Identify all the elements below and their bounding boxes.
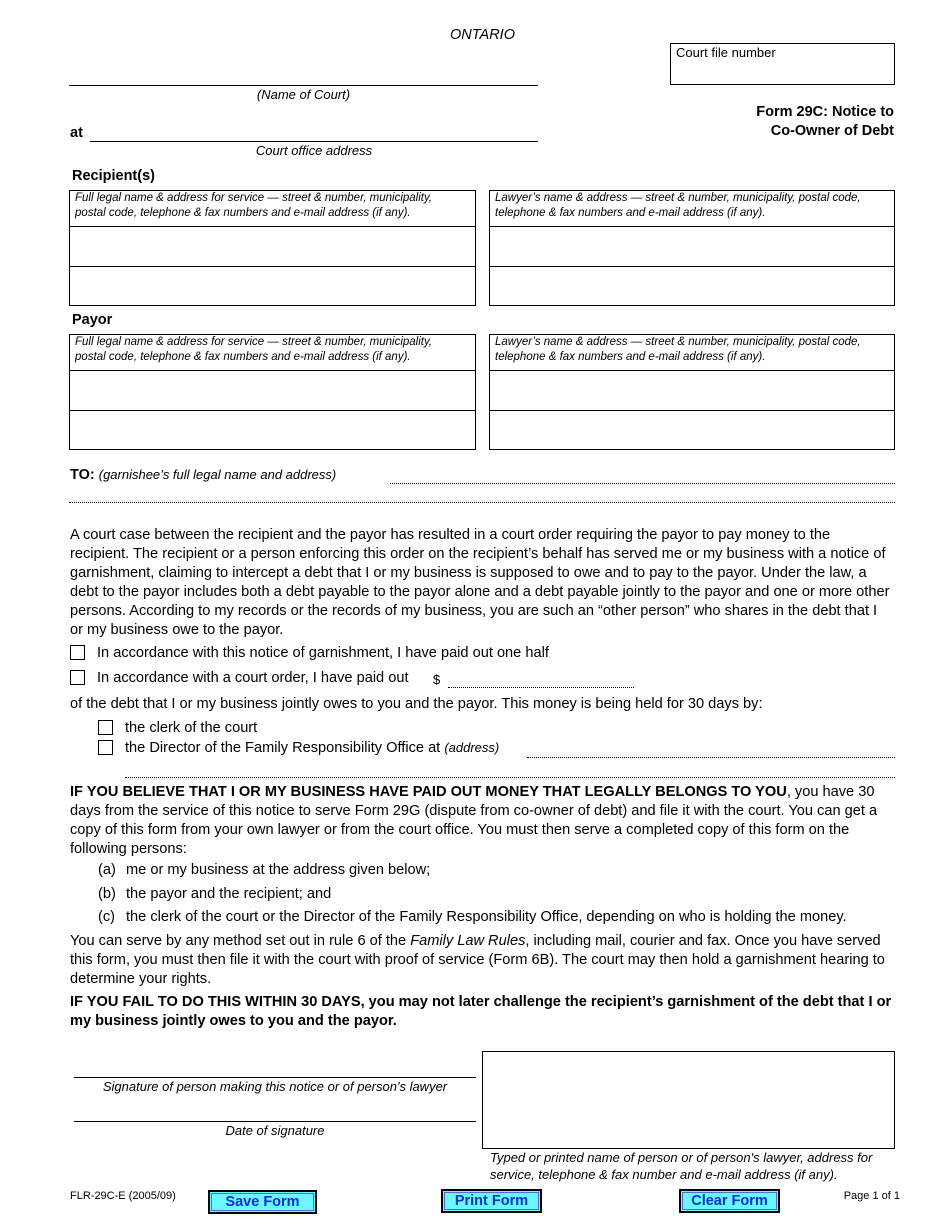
name-of-court-line[interactable] xyxy=(69,85,538,86)
list-item xyxy=(98,909,847,925)
list-item xyxy=(98,886,331,902)
list-item xyxy=(98,862,430,878)
serve-pre: You can serve by any method set out in rule 6 of the xyxy=(70,933,411,949)
list-marker: (a) xyxy=(98,862,116,878)
payor-party-divider-1 xyxy=(70,370,475,371)
payor-heading: Payor xyxy=(72,312,113,328)
paid-court-order-checkbox[interactable] xyxy=(70,670,85,685)
payor-lawyer-box[interactable] xyxy=(489,334,895,450)
signature-line[interactable] xyxy=(74,1077,476,1078)
director-address-hint: (address) xyxy=(444,740,500,755)
paid-court-order-label: In accordance with a court order, I have paid out xyxy=(97,670,409,686)
payor-lawyer-divider-2 xyxy=(490,410,894,411)
recipient-lawyer-divider-2 xyxy=(490,266,894,267)
signature-caption: Signature of person making this notice or of person's lawyer xyxy=(102,1079,448,1094)
recipient-lawyer-box[interactable] xyxy=(489,190,895,306)
form-title-line1: Form 29C: Notice to xyxy=(756,104,894,120)
director-address-line-1[interactable] xyxy=(527,757,895,758)
clear-form-label: Clear Form xyxy=(691,1193,768,1209)
list-text: me or my business at the address given below; xyxy=(126,862,431,878)
court-office-address-line[interactable] xyxy=(90,141,538,142)
print-form-button[interactable] xyxy=(441,1189,542,1213)
recipient-lawyer-hint: Lawyer’s name & address — street & number, municipality, postal code, telephone & fax numbers and e-mail address (if any). xyxy=(495,192,861,219)
form-title-line2: Co-Owner of Debt xyxy=(770,123,894,139)
printed-name-caption: Typed or printed name of person or of person's lawyer, address for service, telephone & fax number and e-mail address (if any). xyxy=(490,1150,873,1182)
paid-half-label: In accordance with this notice of garnishment, I have paid out one half xyxy=(97,645,549,661)
list-marker: (c) xyxy=(98,909,116,925)
save-form-label: Save Form xyxy=(225,1194,300,1210)
clerk-label: the clerk of the court xyxy=(125,720,258,736)
list-text: the clerk of the court or the Director of the Family Responsibility Office, depending on who is holding the money. xyxy=(126,909,847,925)
to-hint: (garnishee’s full legal name and address) xyxy=(98,467,337,482)
to-row xyxy=(70,467,336,483)
director-address-line-2[interactable] xyxy=(125,777,895,778)
court-file-number-label: Court file number xyxy=(676,45,776,60)
serve-italic: Family Law Rules xyxy=(410,933,526,949)
form-title xyxy=(756,103,894,141)
garnishee-line-1[interactable] xyxy=(390,483,895,484)
recipient-party-box[interactable] xyxy=(69,190,476,306)
date-caption: Date of signature xyxy=(225,1123,325,1138)
believe-paragraph xyxy=(70,783,890,859)
page-number: Page 1 of 1 xyxy=(843,1190,900,1202)
paid-half-checkbox[interactable] xyxy=(70,645,85,660)
list-text: the payor and the recipient; and xyxy=(126,886,332,902)
believe-rest: , you have 30 days from the service of this notice to serve Form 29G (dispute from co-owner of debt) and file it with the court. You can get a copy of this form from your own lawyer or from the court office. You must then serve a completed copy of this form on the following persons: xyxy=(70,784,878,857)
name-of-court-caption: (Name of Court) xyxy=(256,87,351,102)
payor-party-box[interactable] xyxy=(69,334,476,450)
date-line[interactable] xyxy=(74,1121,476,1122)
dollar-sign: $ xyxy=(433,672,441,687)
court-office-caption: Court office address xyxy=(255,143,373,158)
payor-party-divider-2 xyxy=(70,410,475,411)
believe-bold: IF YOU BELIEVE THAT I OR MY BUSINESS HAVE PAID OUT MONEY THAT LEGALLY BELONGS TO YOU xyxy=(70,784,787,800)
fail-paragraph: IF YOU FAIL TO DO THIS WITHIN 30 DAYS, you may not later challenge the recipient’s garnishment of the debt that I or my business jointly owes to you and the payor. xyxy=(70,994,892,1029)
payor-lawyer-hint: Lawyer’s name & address — street & number, municipality, postal code, telephone & fax numbers and e-mail address (if any). xyxy=(495,336,861,363)
form-code: FLR-29C-E (2005/09) xyxy=(70,1190,176,1202)
recipient-party-hint: Full legal name & address for service — street & number, municipality, postal code, telephone & fax numbers and e-mail address (if any). xyxy=(75,192,433,219)
recipient-party-divider-1 xyxy=(70,226,475,227)
payor-lawyer-divider-1 xyxy=(490,370,894,371)
clear-form-button[interactable] xyxy=(679,1189,780,1213)
director-checkbox[interactable] xyxy=(98,740,113,755)
at-label: at xyxy=(70,125,83,141)
intro-paragraph: A court case between the recipient and the payor has resulted in a court order requiring the payor to pay money to the recipient. The recipient or a person enforcing this order on the recipient’s behalf has served me or my business with a notice of garnishment, claiming to intercept a debt that I or my business is supposed to owe and to pay to the payor. Under the law, a debt to the payor includes both a debt payable to the payor alone and a debt payable jointly to the payor and one or more other persons. According to my records or the records of my business, you are such an “other person” who shares in the debt that I or my business owe to the payor. xyxy=(70,527,890,638)
printed-name-box[interactable] xyxy=(482,1051,895,1149)
list-marker: (b) xyxy=(98,886,116,902)
serve-paragraph xyxy=(70,932,890,989)
clerk-checkbox[interactable] xyxy=(98,720,113,735)
print-form-label: Print Form xyxy=(454,1193,529,1209)
recipient-lawyer-divider-1 xyxy=(490,226,894,227)
garnishee-line-2[interactable] xyxy=(69,502,895,503)
recipient-party-divider-2 xyxy=(70,266,475,267)
director-label-row xyxy=(125,740,499,756)
serve-post: , including mail, courier and fax. Once you have served this form, you must then file it with the court with proof of service (Form 6B). The court may then hold a garnishment hearing to determine your rights. xyxy=(70,933,885,987)
recipients-heading: Recipient(s) xyxy=(72,168,155,184)
to-label: TO: xyxy=(70,467,95,483)
court-file-number-box[interactable] xyxy=(670,43,895,85)
payor-party-hint: Full legal name & address for service — street & number, municipality, postal code, telephone & fax numbers and e-mail address (if any). xyxy=(75,336,433,363)
province-label: ONTARIO xyxy=(450,27,515,43)
joint-debt-text: of the debt that I or my business jointly owes to you and the payor. This money is being held for 30 days by: xyxy=(70,696,763,712)
director-label: the Director of the Family Responsibility Office at xyxy=(125,740,441,756)
save-form-button[interactable] xyxy=(208,1190,317,1214)
amount-paid-line[interactable] xyxy=(448,687,634,688)
